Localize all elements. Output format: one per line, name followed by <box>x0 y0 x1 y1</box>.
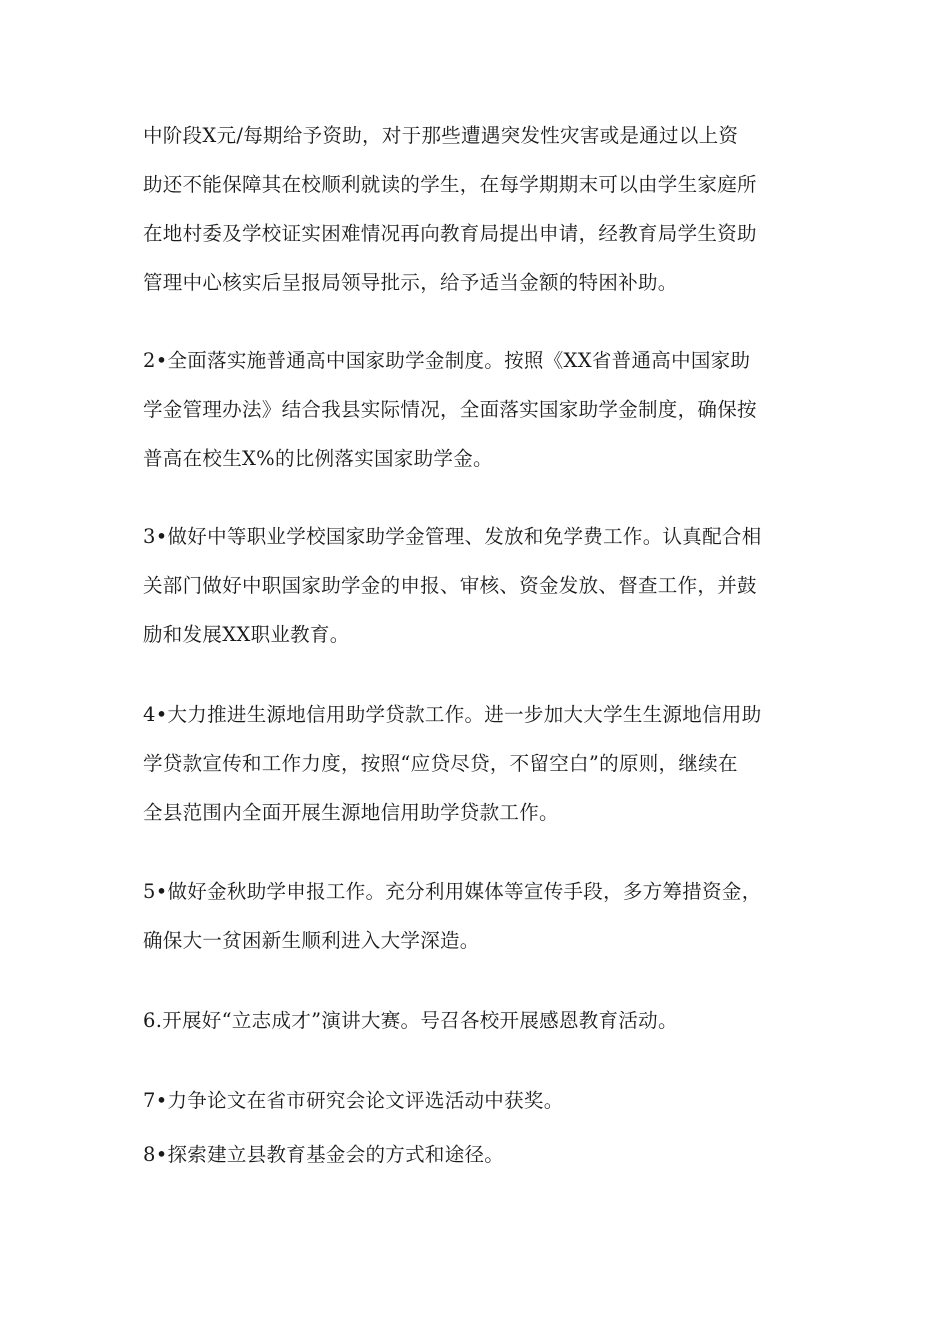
text-line: 学金管理办法》结合我县实际情况，全面落实国家助学金制度，确保按 <box>143 398 757 421</box>
text-line: 中阶段X元/每期给予资助，对于那些遭遇突发性灾害或是通过以上资 <box>143 124 739 147</box>
paragraph-item-2 <box>143 336 809 483</box>
text-line: 4•大力推进生源地信用助学贷款工作。进一步加大大学生生源地信用助 <box>143 703 762 726</box>
text-line: 3•做好中等职业学校国家助学金管理、发放和免学费工作。认真配合相 <box>143 525 762 548</box>
text-line: 管理中心核实后呈报局领导批示，给予适当金额的特困补助。 <box>143 271 678 294</box>
paragraph-item-8 <box>143 1130 809 1179</box>
text-line: 7•力争论文在省市研究会论文评选活动中获奖。 <box>143 1089 564 1112</box>
paragraph-item-6 <box>143 996 809 1045</box>
paragraph-item-4 <box>143 690 809 837</box>
text-line: 普高在校生X%的比例落实国家助学金。 <box>143 447 493 470</box>
text-line: 全县范围内全面开展生源地信用助学贷款工作。 <box>143 801 559 824</box>
paragraph-item-7 <box>143 1076 809 1125</box>
text-line: 8•探索建立县教育基金会的方式和途径。 <box>143 1143 505 1166</box>
paragraph-item-3 <box>143 512 809 659</box>
text-line: 2•全面落实施普通高中国家助学金制度。按照《XX省普通高中国家助 <box>143 349 751 372</box>
text-line: 关部门做好中职国家助学金的申报、审核、资金发放、督查工作，并鼓 <box>143 574 757 597</box>
text-line: 学贷款宣传和工作力度，按照“应贷尽贷，不留空白”的原则，继续在 <box>143 752 738 775</box>
text-line: 5•做好金秋助学申报工作。充分利用媒体等宣传手段，多方筹措资金， <box>143 880 762 903</box>
text-line: 在地村委及学校证实困难情况再向教育局提出申请，经教育局学生资助 <box>143 222 757 245</box>
text-line: 励和发展XX职业教育。 <box>143 623 350 646</box>
text-line: 6.开展好“立志成才”演讲大赛。号召各校开展感恩教育活动。 <box>143 1009 678 1032</box>
paragraph-intro-continuation <box>143 111 809 307</box>
text-line: 确保大一贫困新生顺利进入大学深造。 <box>143 929 480 952</box>
paragraph-item-5 <box>143 867 809 965</box>
text-line: 助还不能保障其在校顺利就读的学生，在每学期期末可以由学生家庭所 <box>143 173 757 196</box>
